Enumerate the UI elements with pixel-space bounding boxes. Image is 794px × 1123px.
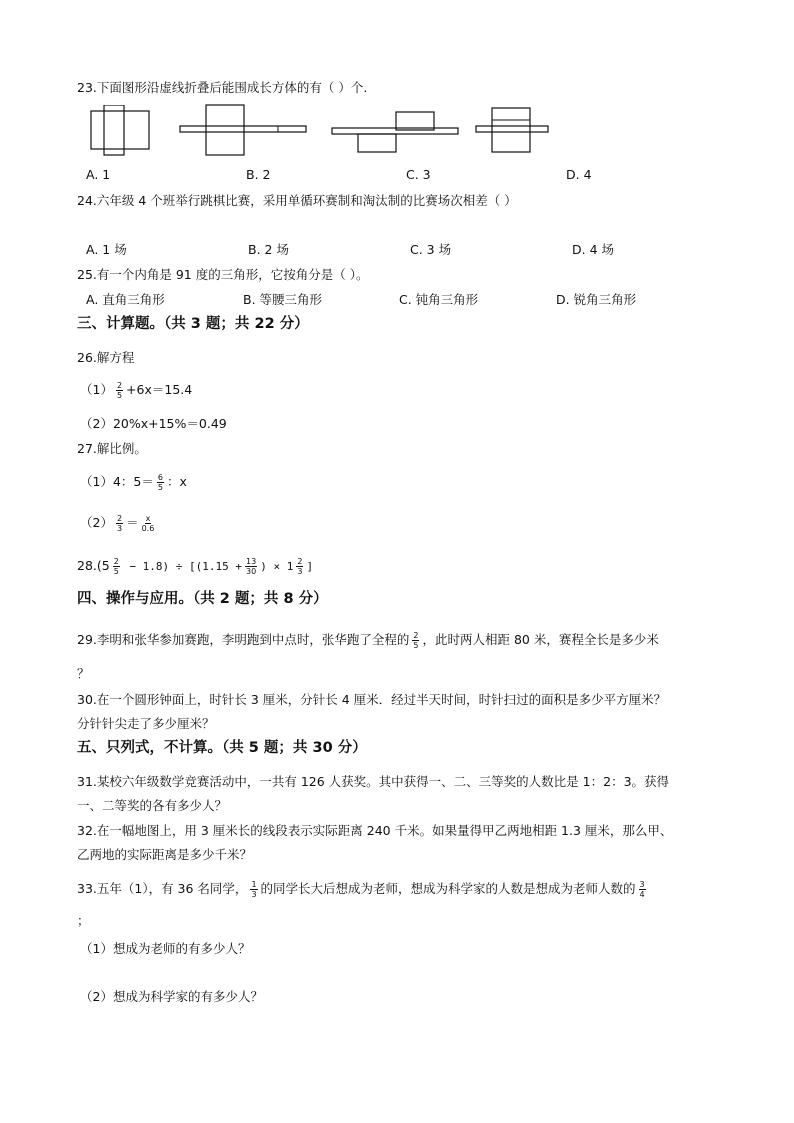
q27-part-2 [80, 514, 157, 533]
question-33-part-1: （1）想成为老师的有多少人？ [80, 941, 251, 956]
q23-option-a[interactable]: A. 1 [86, 167, 111, 182]
q27-part-2-label: （2） [80, 515, 113, 530]
question-32-line-1: 32.在一幅地图上，用 3 厘米长的线段表示实际距离 240 千米。如果量得甲乙两地相距 1.3 厘米，那么甲、 [77, 823, 673, 838]
q27-part-1-tail: ：x [166, 474, 187, 489]
question-26-title: 26.解方程 [77, 350, 135, 365]
question-33-part-2: （2）想成为科学家的有多少人？ [80, 989, 263, 1004]
question-27-title: 27.解比例。 [77, 441, 147, 456]
question-24-text: 24.六年级 4 个班举行跳棋比赛，采用单循环赛制和淘汰制的比赛场次相差（ ） [77, 193, 517, 208]
q26-part-1-label: （1） [80, 382, 113, 397]
section-3-heading: 三、计算题。（共 3 题；共 22 分） [77, 316, 309, 332]
net-figure-d [474, 106, 550, 154]
fraction: $\frac{2}{5}$ [113, 557, 119, 576]
fraction: $\frac{2}{5}$ [413, 631, 419, 650]
question-33-continuation: ； [77, 913, 90, 928]
q25-option-d[interactable]: D. 锐角三角形 [556, 292, 637, 307]
q24-option-b[interactable]: B. 2 场 [248, 242, 289, 257]
net-figure-c [330, 110, 460, 154]
q24-option-c[interactable]: C. 3 场 [410, 242, 452, 257]
q27-part-1-label: （1）4：5＝ [80, 474, 154, 489]
fraction: $\frac{3}{4}$ [639, 880, 645, 899]
question-29-continuation: ？ [77, 666, 90, 681]
question-23-text: 23.下面图形沿虚线折叠后能围成长方体的有（ ）个. [77, 80, 368, 95]
fraction: $\frac{x}{0.6}$ [141, 514, 155, 533]
q23-option-b[interactable]: B. 2 [246, 167, 271, 182]
question-32-line-2: 乙两地的实际距离是多少千米？ [77, 847, 253, 862]
question-30-line-2: 分针针尖走了多少厘米？ [77, 716, 215, 731]
section-4-heading: 四、操作与应用。（共 2 题；共 8 分） [77, 591, 328, 607]
equals-sign: ＝ [126, 515, 139, 530]
q25-option-c[interactable]: C. 钝角三角形 [399, 292, 479, 307]
q24-option-a[interactable]: A. 1 场 [86, 242, 127, 257]
question-31-line-1: 31.某校六年级数学竞赛活动中，一共有 126 人获奖。其中获得一、二、三等奖的人数比是 1：2：3。获得 [77, 774, 670, 789]
q26-part-1-equation: +6x＝15.4 [126, 382, 193, 397]
fraction: $\frac{2}{5}$ [116, 381, 123, 400]
q27-part-1 [80, 473, 187, 492]
q23-option-c[interactable]: C. 3 [406, 167, 431, 182]
q26-part-1 [80, 381, 192, 400]
question-30-line-1: 30.在一个圆形钟面上，时针长 3 厘米，分针长 4 厘米．经过半天时间，时针扫过的面积是多少平方厘米？ [77, 692, 667, 707]
q23-option-d[interactable]: D. 4 [566, 167, 592, 182]
fraction: $\frac{2}{3}$ [116, 514, 123, 533]
q24-option-d[interactable]: D. 4 场 [572, 242, 614, 257]
fraction: $\frac{1}{3}$ [251, 880, 257, 899]
fraction: $\frac{2}{3}$ [297, 557, 303, 576]
q25-option-a[interactable]: A. 直角三角形 [86, 292, 165, 307]
question-28-expression: 28.(5 $\frac{2}{5}$ − 1.8) ÷ [(1.15 + $\frac{13}{30}$ ) × 1 $\frac{2}{3}$ ] [77, 557, 314, 576]
question-31-line-2: 一、二等奖的各有多少人？ [77, 798, 228, 813]
fraction: $\frac{13}{30}$ [246, 557, 257, 576]
section-5-heading: 五、只列式，不计算。（共 5 题；共 30 分） [77, 740, 367, 756]
question-25-text: 25.有一个内角是 91 度的三角形，它按角分是（ ）。 [77, 267, 369, 282]
net-figure-a [88, 105, 154, 157]
q26-part-2: （2）20%x+15%＝0.49 [80, 416, 227, 431]
net-figure-b [178, 103, 310, 159]
question-29-text: 29.李明和张华参加赛跑，李明跑到中点时，张华跑了全程的 $\frac{2}{5}$ ，此时两人相距 80 米，赛程全长是多少米 [77, 631, 659, 650]
q25-option-b[interactable]: B. 等腰三角形 [243, 292, 323, 307]
fraction: $\frac{6}{5}$ [157, 473, 163, 492]
question-33-text: 33.五年（1），有 36 名同学， $\frac{1}{3}$ 的同学长大后想成为老师，想成为科学家的人数是想成为老师人数的 $\frac{3}{4}$ [77, 880, 645, 899]
